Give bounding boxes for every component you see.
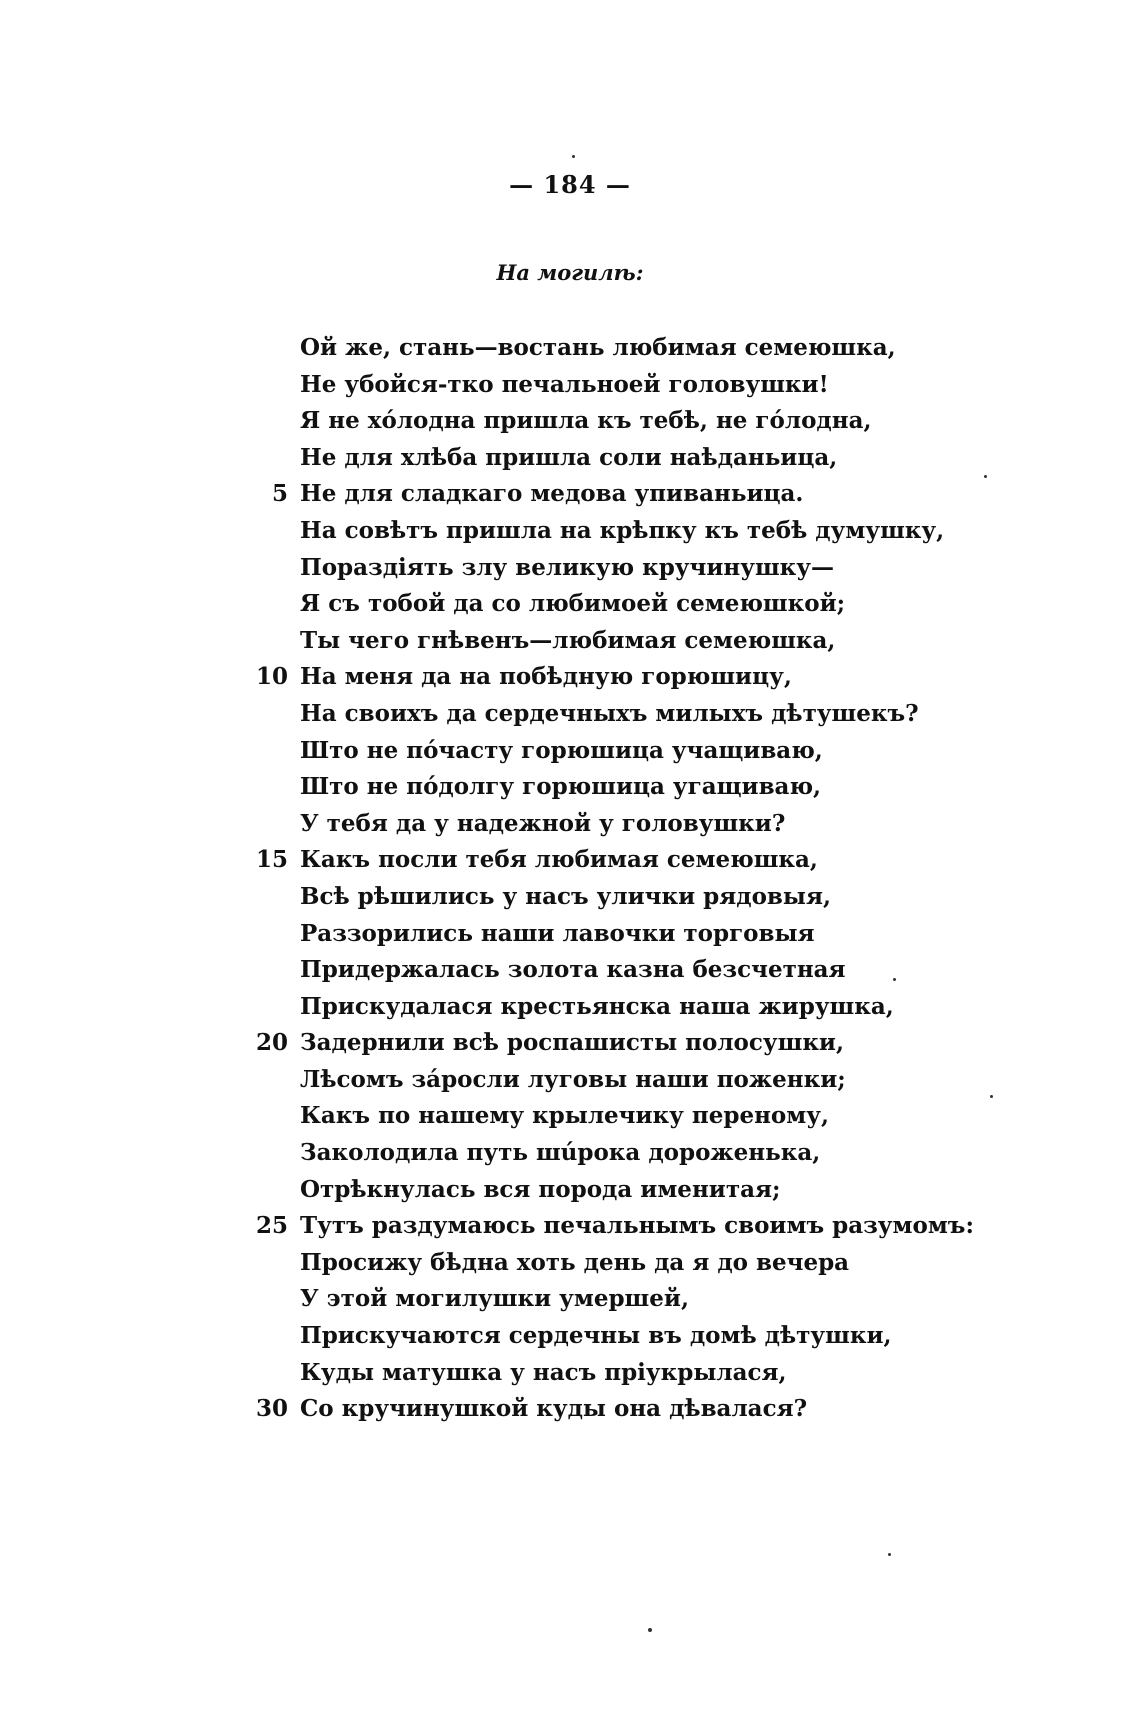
- line-number: 20: [255, 1029, 288, 1057]
- line-text: На своихъ да сердечныхъ милыхъ дѣтушекъ?: [300, 699, 919, 727]
- poem-line: [250, 879, 1010, 916]
- poem-line: [250, 330, 1010, 367]
- line-text: У тебя да у надежной у головушки?: [300, 809, 786, 837]
- poem-line: [250, 440, 1010, 477]
- poem-line: [250, 916, 1010, 953]
- line-text: Я не хóлодна пришла къ тебѣ, не гóлодна,: [300, 407, 872, 435]
- poem-line: [250, 1172, 1010, 1209]
- print-speck: [990, 1095, 993, 1098]
- line-text: Всѣ рѣшились у насъ улички рядовыя,: [300, 882, 831, 910]
- line-text: Пораздіять злу великую кручинушку—: [300, 553, 835, 581]
- line-number: 30: [255, 1395, 288, 1423]
- line-text: Прискучаются сердечны въ домѣ дѣтушки,: [300, 1322, 892, 1350]
- print-speck: [888, 1553, 891, 1556]
- poem-heading: На могилѣ:: [496, 260, 644, 285]
- line-text: Какъ посли тебя любимая семеюшка,: [300, 846, 818, 874]
- poem-line: [250, 550, 1010, 587]
- line-text: Тутъ раздумаюсь печальнымъ своимъ разумомъ:: [300, 1212, 974, 1240]
- poem-line: [250, 1062, 1010, 1099]
- poem-line: [250, 1391, 1010, 1428]
- line-text: Заколодила путь шúрока дороженька,: [300, 1139, 821, 1167]
- line-text: Раззорились наши лавочки торговыя: [300, 919, 815, 947]
- poem-line: [250, 806, 1010, 843]
- poem-line: [250, 1355, 1010, 1392]
- line-text: На совѣтъ пришла на крѣпку къ тебѣ думушку,: [300, 516, 945, 544]
- poem-line: [250, 769, 1010, 806]
- line-text: Какъ по нашему крылечику переному,: [300, 1102, 829, 1130]
- line-text: Не для хлѣба пришла соли наѣданьица,: [300, 443, 838, 471]
- line-number: 10: [255, 663, 288, 691]
- poem-line: [250, 696, 1010, 733]
- line-text: На меня да на побѣдную горюшицу,: [300, 663, 792, 691]
- line-number: 15: [255, 846, 288, 874]
- line-text: Не убойся-тко печальноей головушки!: [300, 370, 829, 398]
- poem-line: [250, 952, 1010, 989]
- print-speck: [984, 475, 987, 478]
- line-text: У этой могилушки умершей,: [300, 1285, 689, 1313]
- poem-line: [250, 1025, 1010, 1062]
- line-text: Прискудалася крестьянска наша жирушка,: [300, 992, 894, 1020]
- poem-body: [250, 330, 1010, 1428]
- poem-line: [250, 403, 1010, 440]
- line-text: Лѣсомъ зáросли луговы наши поженки;: [300, 1065, 846, 1093]
- poem-line: [250, 623, 1010, 660]
- poem-line: [250, 1208, 1010, 1245]
- page-number: — 184 —: [509, 170, 631, 199]
- line-text: Просижу бѣдна хоть день да я до вечера: [300, 1248, 850, 1276]
- poem-line: [250, 1098, 1010, 1135]
- poem-line: [250, 989, 1010, 1026]
- line-text: Што не пóчасту горюшица учащиваю,: [300, 736, 823, 764]
- line-text: Куды матушка у насъ пріукрылася,: [300, 1358, 787, 1386]
- print-speck: [648, 1628, 652, 1632]
- poem-line: [250, 659, 1010, 696]
- print-speck: [893, 978, 896, 981]
- poem-line: [250, 733, 1010, 770]
- poem-line: [250, 1281, 1010, 1318]
- poem-line: [250, 1318, 1010, 1355]
- line-number: 25: [255, 1212, 288, 1240]
- poem-line: [250, 367, 1010, 404]
- poem-line: [250, 842, 1010, 879]
- line-text: Не для сладкаго медова упиваньица.: [300, 480, 804, 508]
- print-speck: [572, 155, 575, 158]
- line-text: Што не пóдолгу горюшица угащиваю,: [300, 773, 822, 801]
- line-text: Ты чего гнѣвенъ—любимая семеюшка,: [300, 626, 836, 654]
- poem-line: [250, 513, 1010, 550]
- line-text: Придержалась золота казна безсчетная: [300, 956, 846, 984]
- line-number: 5: [271, 480, 288, 508]
- poem-line: [250, 476, 1010, 513]
- poem-line: [250, 586, 1010, 623]
- line-text: Отрѣкнулась вся порода именитая;: [300, 1175, 781, 1203]
- poem-line: [250, 1245, 1010, 1282]
- line-text: Я съ тобой да со любимоей семеюшкой;: [300, 590, 846, 618]
- line-text: Ой же, стань—востань любимая семеюшка,: [300, 334, 896, 361]
- line-text: Со кручинушкой куды она дѣвалася?: [300, 1395, 808, 1423]
- line-text: Задернили всѣ роспашисты полосушки,: [300, 1029, 844, 1057]
- poem-line: [250, 1135, 1010, 1172]
